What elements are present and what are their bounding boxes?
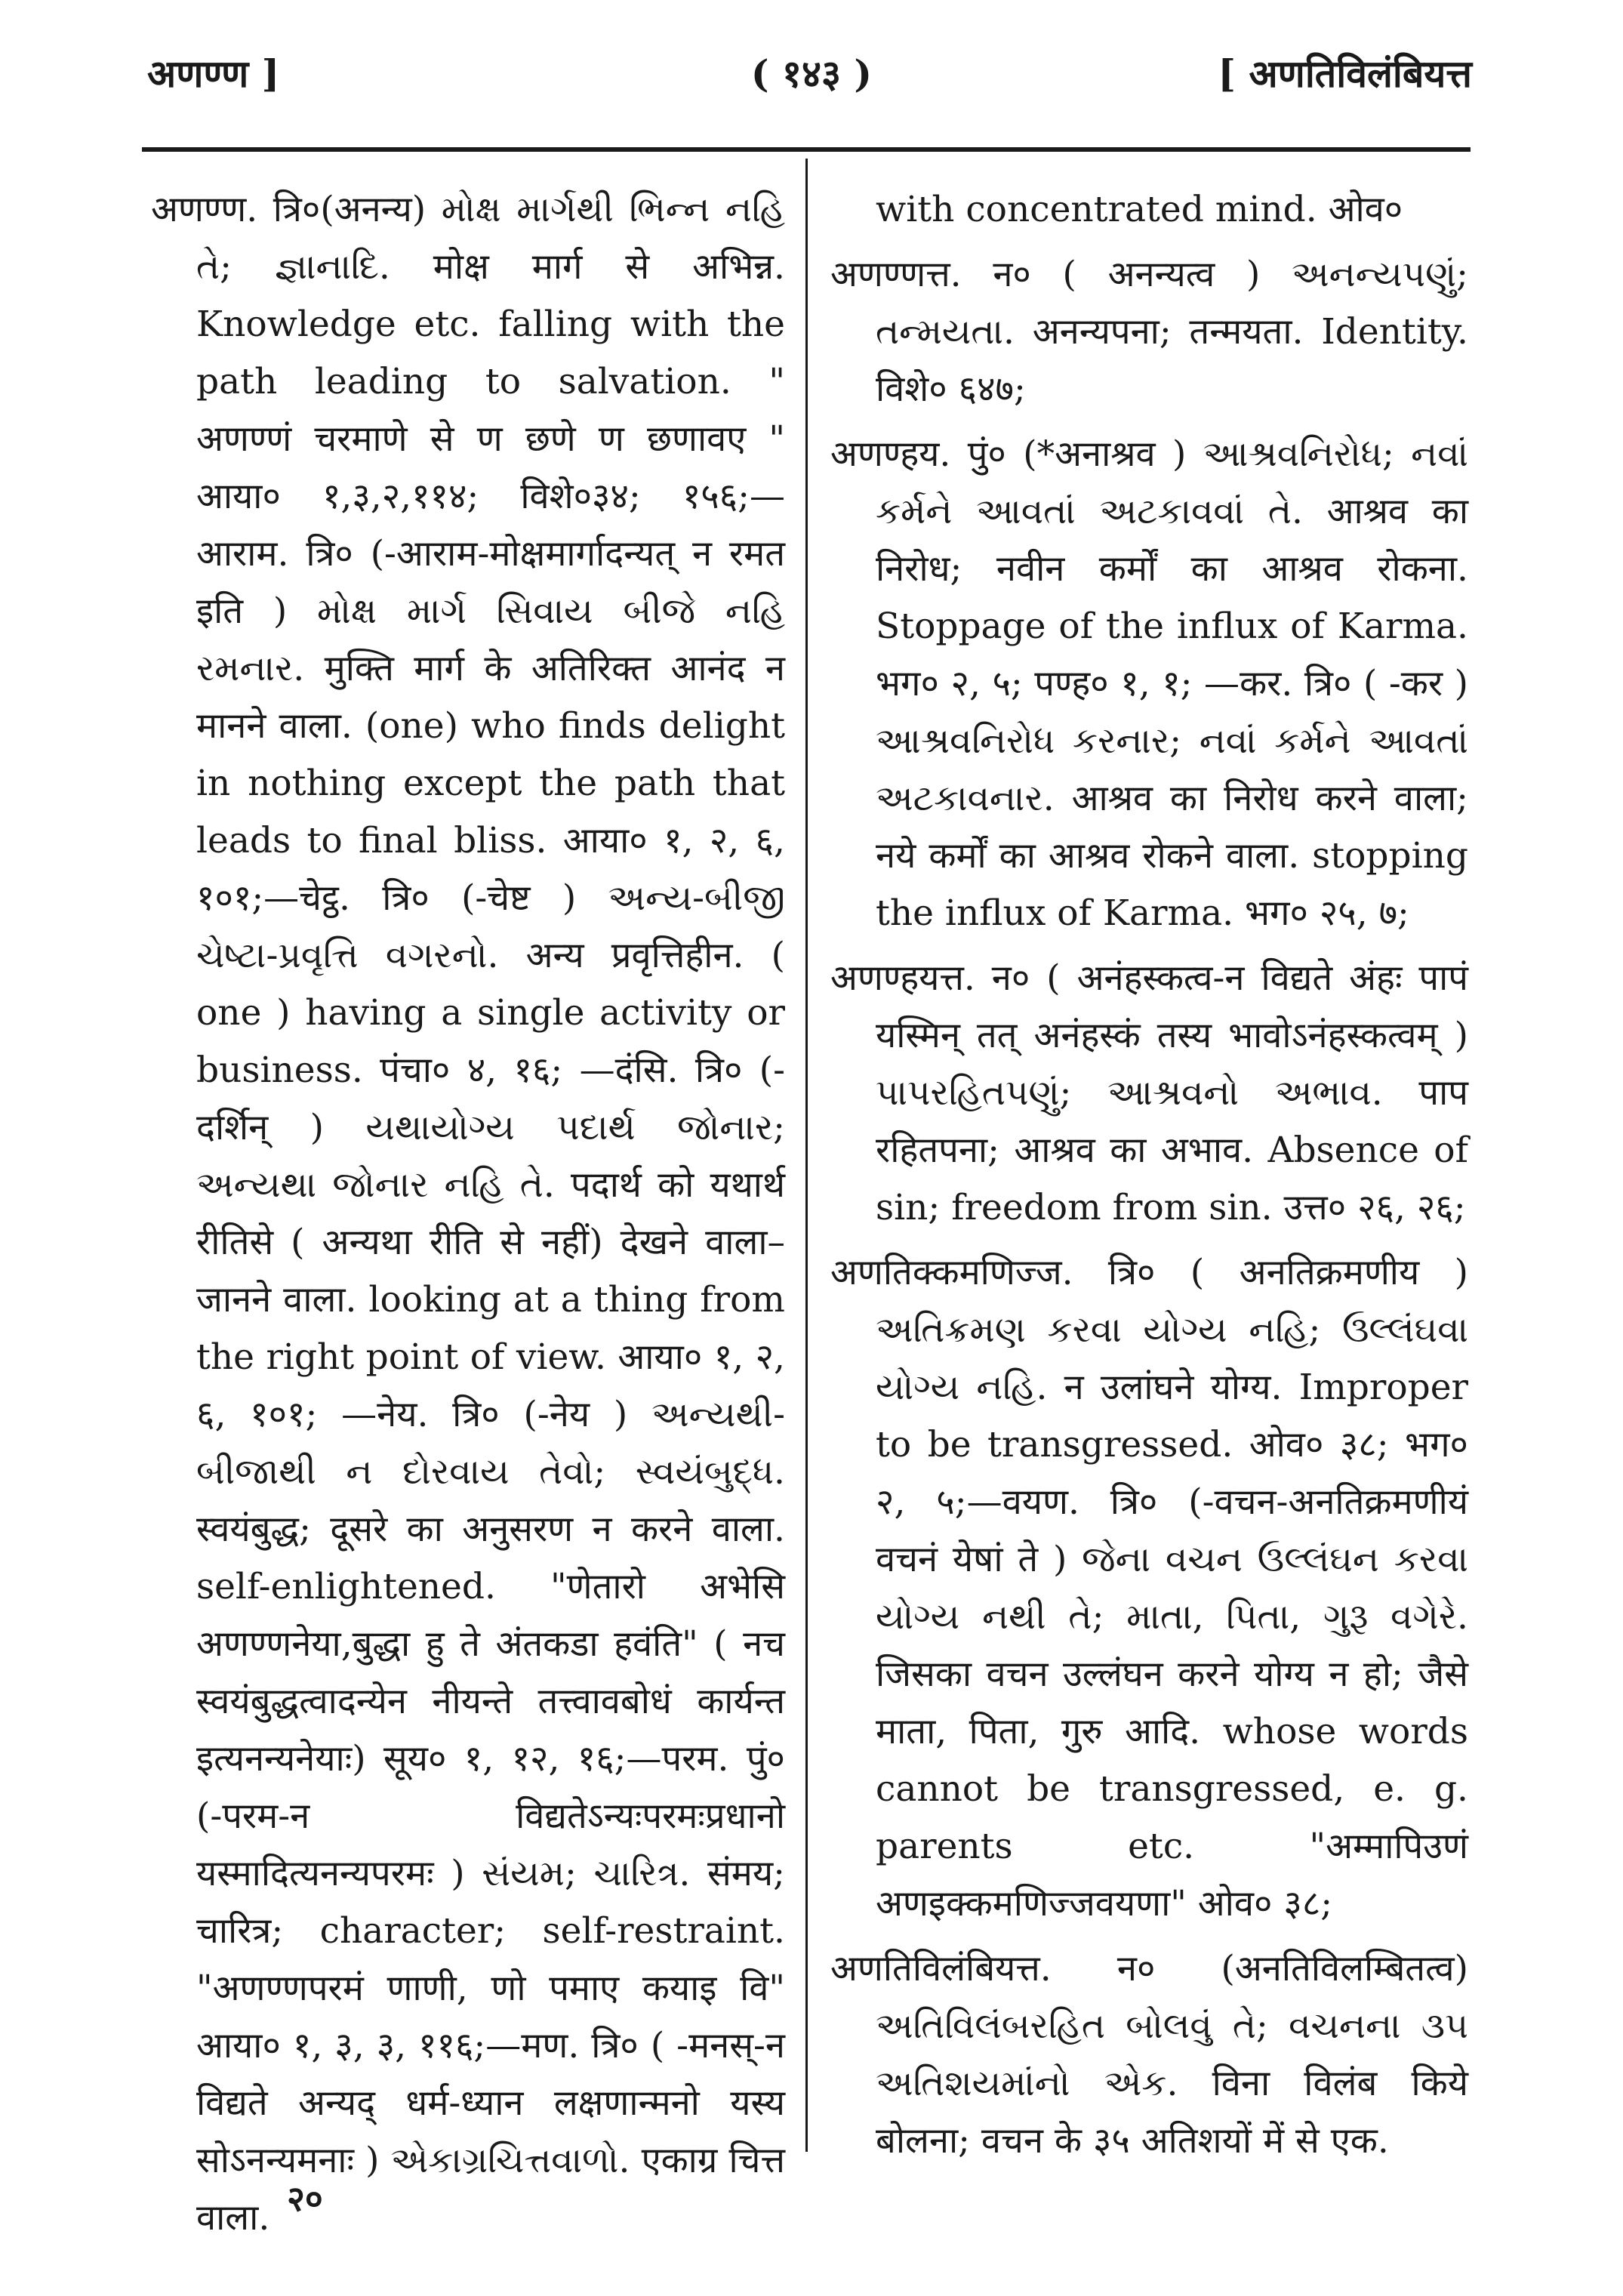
dictionary-entry: अणतिविलंबियत्त. न० (अनतिविलम्बितत्व) અતિવિલંબરહિત બોલવું તે; વચનના ૩૫ અતિશયમાંનો એક. विना विलंब किये बोलना; वचन के ३५ अतिशयों में से एक. bbox=[830, 1948, 1468, 2162]
dictionary-entry: अणण्णत्त. न० ( अनन्यत्व ) અનન્યપણું; તન્મયતા. अनन्यपना; तन्मयता. Identity. विशे० ६४७; bbox=[830, 254, 1468, 410]
page-header bbox=[0, 0, 1623, 151]
dictionary-entry: अणतिक्कमणिज्ज. त्रि० ( अनतिक्रमणीय ) અતિક્રમણ કરવા યોગ્ય નહિ; ઉલ્લંઘવા યોગ્ય નહિ. न उलांघने योग्य. Improper to be transgressed. ओव० ३८; भग० २, ५;—वयण. त्रि० (-वचन-अनतिक्रमणीयं वचनं येषां ते ) જેના વચન ઉલ્લંઘન કરવા યોગ્ય નથી તે; માતા, પિતા, ગુરૂ વગેરે. जिसका वचन उल्लंघन करने योग्य न हो; जैसे माता, पिता, गुरु आदि. whose words cannot be transgressed, e. g. parents etc. "अम्मापिउणं अणइक्कमणिज्जवयणा" ओव० ३८; bbox=[830, 1252, 1468, 1925]
header-page-number: ( १४३ ) bbox=[750, 51, 873, 96]
dictionary-entry: अणण्ण. त्रि०(अनन्य) મોક્ષ માર્ગથી ભિન્ન નહિ તે; જ્ઞાનાદિ. मोक्ष मार्ग से अभिन्न. Knowledge etc. falling with the path leading to salvation. " अणण्णं चरमाणे से ण छणे ण छणावए " आया० १,३,२,११४; विशे०३४; १५६;—आराम. त्रि० (-आराम-मोक्षमार्गादन्यत् न रमत इति ) મોક્ષ માર્ગ સિવાય બીજે નહિ રમનાર. मुक्ति मार्ग के अतिरिक्त आनंद न मानने वाला. (one) who finds delight in nothing except the path that leads to final bliss. आया० १, २, ६, १०१;—चेट्ठ. त्रि० (-चेष्ट ) અન્ય-બીજી ચેષ્ટા-પ્રવૃત્તિ વગરનો. अन्य प्रवृत्तिहीन. ( one ) having a single activity or business. पंचा० ४, १६; —दंसि. त्रि० (-दर्शिन् ) યથાયોગ્ય પદાર્થ જોનાર; અન્યથા જોનાર નહિ તે. पदार्थ को यथार्थ रीतिसे ( अन्यथा रीति से नहीं) देखने वाला–जानने वाला. looking at a thing from the right point of view. आया० १, २, ६, १०१; —नेय. त्रि० (-नेय ) અન્યથી-બીજાથી ન દોરવાય તેવો; સ્વયંબુદ્ધ. स्वयंबुद्ध; दूसरे का अनुसरण न करने वाला. self-enlightened. "णेतारो अभेसि अणण्णनेया,बुद्धा हु ते अंतकडा हवंति" ( नच स्वयंबुद्धत्वादन्येन नीयन्ते तत्त्वावबोधं कार्यन्त इत्यनन्यनेयाः) सूय० १, १२, १६;—परम. पुं० (-परम-न विद्यतेऽन्यःपरमःप्रधानो यस्मादित्यनन्यपरमः ) સંયમ; ચારિત્ર. संमय; चारित्र; character; self-restraint. "अणण्णपरमं णाणी, णो पमाए कयाइ वि" आया० १, ३, ३, ११६;—मण. त्रि० ( -मनस्-न विद्यते अन्यद् धर्म-ध्यान लक्षणान्मनो यस्य सोऽनन्यमनाः ) એકાગ્રચિત્તવાળો. एकाग्र चित्त वाला. bbox=[151, 189, 785, 2239]
column-divider bbox=[805, 159, 808, 2152]
header-rule bbox=[142, 147, 1471, 152]
left-column bbox=[151, 181, 785, 2247]
header-first-headword: अणण्ण ] bbox=[147, 51, 280, 96]
dictionary-entry: अणण्हयत्त. न० ( अनंहस्कत्व-न विद्यते अंहः पापं यस्मिन् तत् अनंहस्कं तस्य भावोऽनंहस्कत्वम् ) પાપરહિતપણું; આશ્રવનો અભાવ. पाप रहितपना; आश्रव का अभाव. Absence of sin; freedom from sin. उत्त० २६, २६; bbox=[830, 957, 1468, 1228]
signature-mark: २० bbox=[287, 2178, 323, 2219]
entry-continuation: with concentrated mind. ओव० bbox=[876, 189, 1403, 230]
header-last-headword: [ अणतिविलंबियत्त bbox=[1218, 51, 1472, 96]
right-column bbox=[830, 181, 1468, 2170]
dictionary-entry: अणण्हय. पुं० (*अनाश्रव ) આશ્રવનિરોધ; નવાં કર્મને આવતાં અટકાવવાં તે. आश्रव का निरोध; नवीन कर्मों का आश्रव रोकना. Stoppage of the influx of Karma. भग० २, ५; पण्ह० १, १; —कर. त्रि० ( -कर ) આશ્રવનિરોધ કરનાર; નવાં કર્મને આવતાં અટકાવનાર. आश्रव का निरोध करने वाला; नये कर्मों का आश्रव रोकने वाला. stopping the influx of Karma. भग० २५, ७; bbox=[830, 433, 1468, 934]
